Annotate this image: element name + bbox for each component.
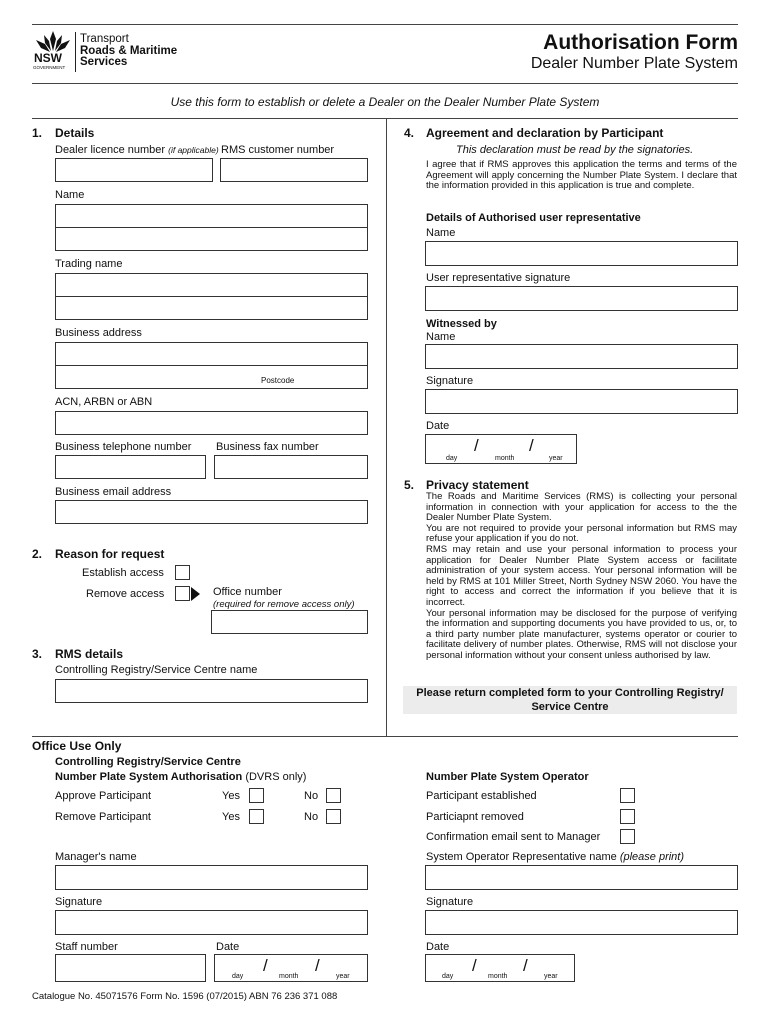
operator-date-slash-1: / <box>472 956 477 975</box>
operator-rep-label <box>426 851 684 864</box>
witness-name-label: Name <box>426 331 456 343</box>
operator-date-slash-2: / <box>523 956 528 975</box>
name-input-line-1[interactable] <box>55 204 368 228</box>
office-registry-heading: Controlling Registry/Service Centre <box>55 756 241 768</box>
remove-yes-label: Yes <box>222 811 240 823</box>
logo-nsw-text: NSW <box>34 51 62 65</box>
office-date-input[interactable] <box>214 954 368 982</box>
witness-date-label: Date <box>426 420 450 432</box>
confirmation-email-checkbox[interactable] <box>620 829 635 844</box>
section-2-number: 2. <box>32 547 43 561</box>
operator-date-input[interactable] <box>425 954 575 982</box>
postcode-label: Postcode <box>261 376 295 385</box>
dealer-licence-text: Dealer licence number <box>55 144 166 156</box>
dealer-licence-input[interactable] <box>55 158 213 182</box>
please-print-note: (please print) <box>619 851 685 863</box>
section-4-heading: Agreement and declaration by Participant <box>426 126 664 140</box>
authorisation-heading <box>55 771 306 784</box>
logo-government-text: GOVERNMENT <box>33 65 66 70</box>
operator-date-month-hint: month <box>488 973 508 980</box>
remove-no-label: No <box>304 811 319 823</box>
section-5-heading: Privacy statement <box>426 478 529 492</box>
date-month-hint: month <box>495 455 515 462</box>
operator-rep-input[interactable] <box>425 865 738 890</box>
section-4-number: 4. <box>404 126 415 140</box>
privacy-text <box>426 492 737 662</box>
form-subtitle: Dealer Number Plate System <box>530 55 738 72</box>
approve-yes-label: Yes <box>222 790 240 802</box>
remove-yes-checkbox[interactable] <box>249 809 264 824</box>
section-1-heading: Details <box>55 126 95 140</box>
office-date-slash-2: / <box>315 956 320 975</box>
privacy-paragraph-1: The Roads and Maritime Services (RMS) is collecting your personal information in connection with your application for access to the the Dealer Number Plate System. <box>426 491 737 524</box>
manager-name-label: Manager's name <box>55 851 137 863</box>
top-rule <box>32 24 738 25</box>
remove-access-checkbox[interactable] <box>175 586 190 601</box>
participant-removed-label: Particiapnt removed <box>426 811 524 823</box>
witness-name-input[interactable] <box>425 344 738 369</box>
approve-yes-checkbox[interactable] <box>249 788 264 803</box>
declaration-text: I agree that if RMS approves this application the terms and terms of the Agreement will apply concerning the Number Plate System. I declare that the information provided in this application is true and complete. <box>426 159 737 192</box>
trading-name-input-line-2[interactable] <box>55 296 368 320</box>
column-divider <box>386 118 387 736</box>
authorised-name-input[interactable] <box>425 241 738 266</box>
remove-no-checkbox[interactable] <box>326 809 341 824</box>
trading-name-input-line-1[interactable] <box>55 273 368 297</box>
intro-rule <box>32 118 738 119</box>
participant-established-checkbox[interactable] <box>620 788 635 803</box>
office-rule <box>32 736 738 737</box>
operator-date-year-hint: year <box>544 973 558 980</box>
agency-line-1: Transport <box>80 33 129 45</box>
waratah-icon <box>32 31 74 53</box>
date-year-hint: year <box>549 455 563 462</box>
privacy-paragraph-3: RMS may retain and use your personal information to process your application for Dealer Number Plate System access or facilitate administration of your system access. Your personal information will be held by RMS at 101 Miller Street, North Sydney NSW 2060. You have the right to access and correct the information if you believe that it is incorrect. <box>426 543 737 608</box>
authorised-name-label: Name <box>426 227 456 239</box>
remove-participant-label: Remove Participant <box>55 811 151 823</box>
business-address-input-line-2[interactable] <box>55 365 368 389</box>
agency-line-2: Roads & Maritime <box>80 44 178 57</box>
rms-customer-input[interactable] <box>220 158 368 182</box>
section-2-heading: Reason for request <box>55 547 165 561</box>
logo-divider <box>75 32 76 72</box>
office-number-input[interactable] <box>211 610 368 634</box>
section-3-number: 3. <box>32 647 43 661</box>
agency-line-3: Services <box>80 56 128 68</box>
section-3-heading: RMS details <box>55 647 124 661</box>
staff-number-input[interactable] <box>55 954 206 982</box>
operator-date-day-hint: day <box>442 973 454 980</box>
name-label: Name <box>55 189 85 201</box>
privacy-paragraph-2: You are not required to provide your personal information but RMS may refuse your application if you do not. <box>426 522 737 545</box>
return-line-2: Service Centre <box>531 701 609 713</box>
date-day-hint: day <box>446 455 458 462</box>
office-date-day-hint: day <box>232 973 244 980</box>
office-number-note: (required for remove access only) <box>213 599 355 610</box>
establish-access-label: Establish access <box>82 567 164 579</box>
manager-name-input[interactable] <box>55 865 368 890</box>
operator-signature-label: Signature <box>426 896 474 908</box>
office-date-slash-1: / <box>263 956 268 975</box>
confirmation-email-label: Confirmation email sent to Manager <box>426 831 601 843</box>
witness-signature-input[interactable] <box>425 389 738 414</box>
email-input[interactable] <box>55 500 368 524</box>
office-signature-input[interactable] <box>55 910 368 935</box>
declaration-note: This declaration must be read by the signatories. <box>456 144 694 156</box>
section-1-number: 1. <box>32 126 43 140</box>
header-rule <box>32 83 738 84</box>
dealer-licence-label <box>55 144 219 157</box>
telephone-label: Business telephone number <box>55 441 192 453</box>
establish-access-checkbox[interactable] <box>175 565 190 580</box>
approve-participant-label: Approve Participant <box>55 790 151 802</box>
witness-signature-label: Signature <box>426 375 474 387</box>
email-label: Business email address <box>55 486 172 498</box>
approve-no-checkbox[interactable] <box>326 788 341 803</box>
registry-name-label: Controlling Registry/Service Centre name <box>55 664 258 676</box>
nsw-logo <box>32 31 74 71</box>
dvrs-only-note: (DVRS only) <box>245 771 307 783</box>
acn-input[interactable] <box>55 411 368 435</box>
office-number-label: Office number <box>213 586 282 598</box>
date-slash-1: / <box>474 436 479 455</box>
office-date-month-hint: month <box>279 973 299 980</box>
trading-name-label: Trading name <box>55 258 123 270</box>
office-signature-label: Signature <box>55 896 103 908</box>
authorised-user-heading: Details of Authorised user representative <box>426 212 641 224</box>
privacy-paragraph-4: Your personal information may be disclosed for the purpose of verifying the information and supporting documents you have provided to us, or, to a third party number plate manufacturer, systems operator or courier to facilitate delivery of number plates. Otherwise, RMS will not disclose your personal information without your consent unless authorised by law. <box>426 607 737 661</box>
business-address-label: Business address <box>55 327 142 339</box>
remove-access-label: Remove access <box>86 588 165 600</box>
witness-date-input[interactable] <box>425 434 577 464</box>
rms-customer-label: RMS customer number <box>221 144 335 156</box>
operator-rep-text: System Operator Representative name <box>426 851 617 863</box>
operator-date-label: Date <box>426 941 450 953</box>
authorisation-heading-text: Number Plate System Authorisation <box>55 771 243 783</box>
business-address-input-line-1[interactable] <box>55 342 368 366</box>
registry-name-input[interactable] <box>55 679 368 703</box>
arrow-right-icon <box>191 587 200 601</box>
office-date-label: Date <box>216 941 240 953</box>
office-date-year-hint: year <box>336 973 350 980</box>
fax-input[interactable] <box>214 455 368 479</box>
return-line-1: Please return completed form to your Controlling Registry/ <box>416 687 724 699</box>
fax-label: Business fax number <box>216 441 319 453</box>
user-signature-input[interactable] <box>425 286 738 311</box>
catalogue-footer: Catalogue No. 45071576 Form No. 1596 (07/2015) ABN 76 236 371 088 <box>32 991 338 1002</box>
approve-no-label: No <box>304 790 319 802</box>
participant-established-label: Participant established <box>426 790 537 802</box>
agency-name <box>80 34 177 69</box>
form-intro: Use this form to establish or delete a Dealer on the Dealer Number Plate System <box>170 95 600 109</box>
return-instruction <box>403 686 737 714</box>
acn-label: ACN, ARBN or ABN <box>55 396 153 408</box>
section-5-number: 5. <box>404 478 415 492</box>
form-title: Authorisation Form <box>543 31 738 54</box>
operator-heading: Number Plate System Operator <box>426 771 589 783</box>
if-applicable-note: (if applicable) <box>168 145 219 155</box>
office-use-heading: Office Use Only <box>32 739 122 753</box>
date-slash-2: / <box>529 436 534 455</box>
operator-signature-input[interactable] <box>425 910 738 935</box>
staff-number-label: Staff number <box>55 941 118 953</box>
participant-removed-checkbox[interactable] <box>620 809 635 824</box>
telephone-input[interactable] <box>55 455 206 479</box>
user-signature-label: User representative signature <box>426 272 571 284</box>
witnessed-heading: Witnessed by <box>426 318 497 330</box>
name-input-line-2[interactable] <box>55 227 368 251</box>
